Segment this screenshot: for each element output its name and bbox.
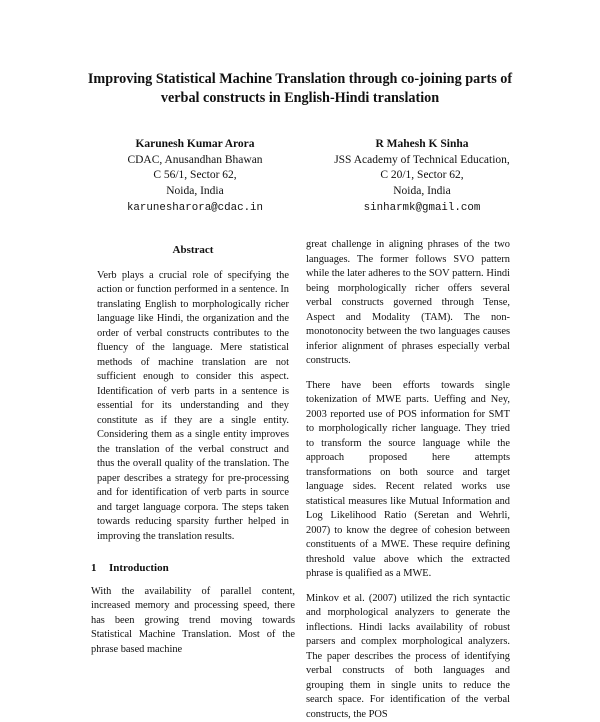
paragraph: Minkov et al. (2007) utilized the rich syntactic and morphological analyzers to generate the inflections. Hindi lacks availability of robust parsers and complex morphological analyzers. The paper describes the process of identifying verbal constructs of both languages and grouping them in single units to reduce the search space. For identification of the verbal constructs, the POS [306, 592, 510, 722]
left-column [91, 243, 295, 657]
abstract-text: Verb plays a crucial role of specifying the action or function performed in a sentence. In translating English to morphologically richer language like Hindi, the organization and the order of verbal constructs contributes to the fluency of the language. Mere statistical methods of machine translation are not sufficient enough to consider this aspect. Identification of verb parts in a sentence is essential for its understanding and they constitute as if they are a single entity. Considering them as a single entity improves the translation of the verbal construct and thus the overall quality of the translation. The paper describes a strategy for pre-processing and for identification of verb parts in source and target language corpora. The steps taken towards reducing sparsity further helped in improving the translation results. [97, 269, 289, 545]
paper-title [40, 70, 560, 108]
author-affiliation-line: JSS Academy of Technical Education, [307, 153, 537, 169]
title-line-2: verbal constructs in English-Hindi translation [161, 90, 439, 106]
paragraph: There have been efforts towards single tokenization of MWE parts. Ueffing and Ney, 2003 reported use of POS information for SMT to morphologically richer language. They tried to transform the source language while the approach proposed here attempts transformations on both source and target language sides. Recent related works use statistical measures like Mutual Information and Log Likelihood Ratio (Seretan and Wehrli, 2007) to know the degree of cohesion between constituents of a MWE. These require defining threshold value above which the extracted phrase is qualified as a MWE. [306, 379, 510, 582]
author-affiliation-line: Noida, India [80, 184, 310, 200]
section-title: Introduction [109, 562, 169, 574]
author-affiliation-line: C 20/1, Sector 62, [307, 168, 537, 184]
author-affiliation-line: C 56/1, Sector 62, [80, 168, 310, 184]
author-email: karunesharora@cdac.in [80, 201, 310, 217]
introduction-text: With the availability of parallel content, increased memory and processing speed, there has been growing trend moving towards Statistical Machine Translation. Most of the phrase based machine [91, 585, 295, 658]
abstract-heading: Abstract [91, 243, 295, 258]
author-name: Karunesh Kumar Arora [80, 137, 310, 153]
author-block-2 [307, 137, 537, 217]
author-name: R Mahesh K Sinha [307, 137, 537, 153]
section-number: 1 [91, 561, 109, 576]
right-column [306, 238, 510, 722]
author-affiliation-line: CDAC, Anusandhan Bhawan [80, 153, 310, 169]
title-line-1: Improving Statistical Machine Translation through co-joining parts of [88, 71, 512, 87]
author-affiliation-line: Noida, India [307, 184, 537, 200]
section-heading [91, 561, 295, 576]
author-email: sinharmk@gmail.com [307, 201, 537, 217]
author-block-1 [80, 137, 310, 217]
paragraph: great challenge in aligning phrases of the two languages. The former follows SVO pattern while the later adheres to the SOV pattern. Hindi being morphologically richer offers several verbal constructs governed through Tense, Aspect and Modality (TAM). The non-monotonocity between the two languages causes inferior alignment of phrases especially verbal constructs. [306, 238, 510, 369]
